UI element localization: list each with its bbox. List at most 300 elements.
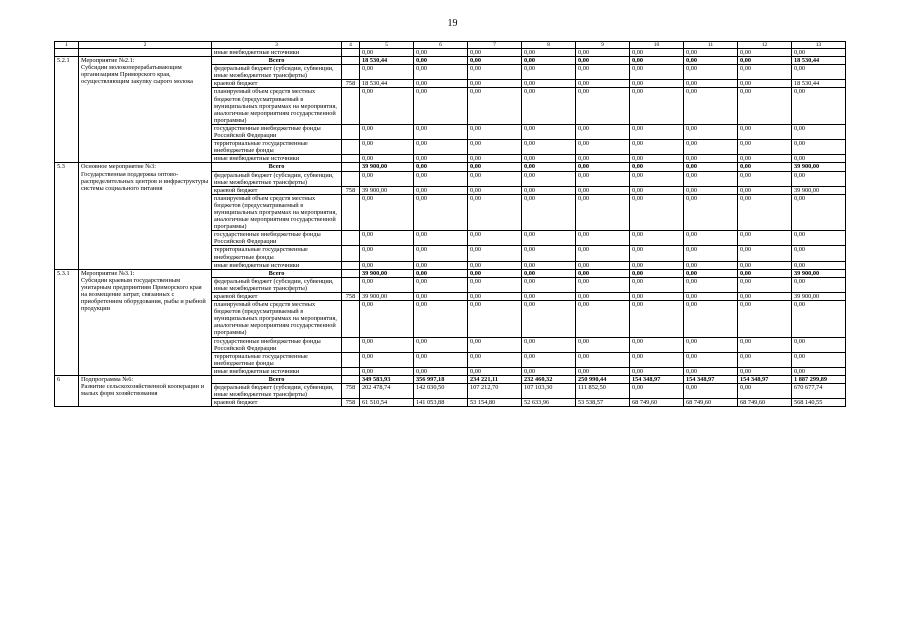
code-cell [342,352,360,367]
amount-cell: 0,00 [360,301,414,337]
amount-cell: 0,00 [792,367,846,375]
code-cell [342,337,360,352]
item-number: 5.3.1 [55,269,79,375]
amount-cell: 670 677,74 [792,384,846,399]
amount-cell: 0,00 [414,155,468,163]
amount-cell: 0,00 [468,301,522,337]
amount-cell: 0,00 [684,384,738,399]
item-title: Мероприятие №3.1: [81,269,135,277]
table-row [55,49,846,57]
amount-cell: 0,00 [522,171,576,186]
amount-cell: 0,00 [576,171,630,186]
column-number: 1 [55,42,79,49]
amount-cell: 53 538,57 [576,399,630,407]
item-description: Субсидии молокоперерабатывающим организациям Приморского края, осуществляющим закупку сырого молока [81,64,193,86]
amount-cell: 0,00 [468,65,522,80]
column-number: 13 [792,42,846,49]
code-cell [342,163,360,171]
amount-cell: 0,00 [738,194,792,230]
amount-cell: 0,00 [360,124,414,139]
code-cell: 758 [342,293,360,301]
amount-cell: 0,00 [414,261,468,269]
code-cell: 758 [342,399,360,407]
amount-cell: 0,00 [630,155,684,163]
amount-cell: 0,00 [630,194,684,230]
table-row [55,376,846,384]
amount-cell: 0,00 [684,352,738,367]
amount-cell: 0,00 [576,261,630,269]
item-title-cell [79,269,212,375]
code-cell [342,88,360,124]
amount-cell: 0,00 [468,186,522,194]
amount-cell: 0,00 [414,246,468,261]
amount-cell: 0,00 [792,155,846,163]
column-number: 2 [79,42,212,49]
amount-cell: 0,00 [522,277,576,292]
amount-cell: 0,00 [360,65,414,80]
amount-cell: 0,00 [738,80,792,88]
amount-cell: 568 140,55 [792,399,846,407]
column-number: 9 [576,42,630,49]
amount-cell: 0,00 [576,194,630,230]
amount-cell: 0,00 [684,367,738,375]
amount-cell: 0,00 [630,352,684,367]
amount-cell: 0,00 [522,124,576,139]
item-description: Субсидии краевым государственным унитарным предприятиям Приморского края на возмещение затрат, связанных с приобретением оборудования, рыбы и рыбной продукции [81,276,206,313]
amount-cell: 0,00 [576,80,630,88]
amount-cell: 0,00 [414,367,468,375]
amount-cell: 0,00 [468,293,522,301]
amount-cell: 39 900,00 [360,186,414,194]
funding-source: государственные внебюджетные фонды Российской Федерации [212,231,342,246]
funding-source: иные внебюджетные источники [212,155,342,163]
funding-source: Всего [212,376,342,384]
column-number: 5 [360,42,414,49]
amount-cell: 39 900,00 [360,293,414,301]
code-cell [342,269,360,277]
amount-cell: 0,00 [738,384,792,399]
amount-cell: 0,00 [468,140,522,155]
amount-cell: 0,00 [630,301,684,337]
item-description: Развитие сельскохозяйственной кооперации и малых форм хозяйствования [81,383,204,398]
amount-cell: 349 583,93 [360,376,414,384]
item-description: Государственная поддержка оптово-распределительных центров и инфраструктуры системы социального питания [81,170,209,192]
amount-cell: 0,00 [738,261,792,269]
amount-cell: 0,00 [630,124,684,139]
code-cell: 758 [342,186,360,194]
amount-cell: 0,00 [792,171,846,186]
amount-cell: 0,00 [576,231,630,246]
funding-source: краевой бюджет [212,186,342,194]
amount-cell: 0,00 [684,57,738,65]
amount-cell: 0,00 [684,261,738,269]
code-cell [342,65,360,80]
item-number-cell [55,49,79,57]
amount-cell: 0,00 [522,155,576,163]
code-cell [342,124,360,139]
amount-cell: 0,00 [630,186,684,194]
amount-cell: 0,00 [738,231,792,246]
amount-cell: 0,00 [792,277,846,292]
amount-cell: 0,00 [684,80,738,88]
funding-source: краевой бюджет [212,80,342,88]
amount-cell: 154 348,97 [684,376,738,384]
amount-cell: 0,00 [468,124,522,139]
amount-cell: 0,00 [738,186,792,194]
code-cell [342,261,360,269]
item-title-cell [79,57,212,163]
amount-cell: 0,00 [792,337,846,352]
funding-source: иные внебюджетные источники [212,261,342,269]
amount-cell: 0,00 [360,277,414,292]
amount-cell: 0,00 [360,231,414,246]
amount-cell: 18 530,44 [360,57,414,65]
funding-source: планируемый объем средств местных бюджетов (предусматриваемый в муниципальных программах на мероприятия, аналогичные мероприятиям государственной программы) [212,88,342,124]
amount-cell: 0,00 [522,293,576,301]
amount-cell: 0,00 [738,277,792,292]
funding-source: краевой бюджет [212,293,342,301]
amount-cell: 0,00 [468,337,522,352]
amount-cell: 0,00 [684,186,738,194]
amount-cell: 53 154,80 [468,399,522,407]
funding-source: федеральный бюджет (субсидии, субвенции, иные межбюджетные трансферты) [212,384,342,399]
funding-source: планируемый объем средств местных бюджетов (предусматриваемый в муниципальных программах на мероприятия, аналогичные мероприятиям государственной программы) [212,194,342,230]
amount-cell: 0,00 [738,352,792,367]
code-cell [342,376,360,384]
amount-cell: 0,00 [414,293,468,301]
amount-cell: 0,00 [792,65,846,80]
code-cell [342,301,360,337]
amount-cell: 0,00 [522,246,576,261]
item-number: 5.2.1 [55,57,79,163]
column-number: 8 [522,42,576,49]
amount-cell: 0,00 [630,277,684,292]
amount-cell: 0,00 [792,140,846,155]
amount-cell: 0,00 [630,231,684,246]
amount-cell: 0,00 [360,246,414,261]
amount-cell: 0,00 [414,269,468,277]
amount-cell: 0,00 [522,140,576,155]
amount-cell: 0,00 [630,65,684,80]
column-number: 10 [630,42,684,49]
amount-cell: 0,00 [360,88,414,124]
funding-source: планируемый объем средств местных бюджетов (предусматриваемый в муниципальных программах на мероприятия, аналогичные мероприятиям государственной программы) [212,301,342,337]
code-cell: 758 [342,384,360,399]
amount-cell: 111 852,50 [576,384,630,399]
amount-cell: 0,00 [792,261,846,269]
amount-cell: 0,00 [630,246,684,261]
amount-cell: 0,00 [522,57,576,65]
amount-cell: 0,00 [738,155,792,163]
amount-cell: 0,00 [792,246,846,261]
amount-cell: 0,00 [684,194,738,230]
amount-cell: 0,00 [684,171,738,186]
item-number: 6 [55,376,79,407]
amount-cell: 0,00 [684,124,738,139]
amount-cell: 18 530,44 [792,57,846,65]
amount-cell: 0,00 [684,155,738,163]
amount-cell: 0,00 [792,194,846,230]
code-cell [342,140,360,155]
amount-cell: 0,00 [468,194,522,230]
amount-cell: 0,00 [576,88,630,124]
amount-cell: 0,00 [738,337,792,352]
amount-cell: 0,00 [522,301,576,337]
amount-cell: 0,00 [468,163,522,171]
amount-cell: 0,00 [414,277,468,292]
amount-cell: 107 212,70 [468,384,522,399]
amount-cell: 0,00 [468,171,522,186]
funding-source: государственные внебюджетные фонды Российской Федерации [212,124,342,139]
amount-cell: 0,00 [630,88,684,124]
amount-cell: 141 053,88 [414,399,468,407]
amount-cell: 0,00 [576,57,630,65]
amount-cell: 0,00 [684,140,738,155]
amount-cell: 0,00 [360,155,414,163]
amount-cell: 232 460,32 [522,376,576,384]
amount-cell: 0,00 [468,57,522,65]
amount-cell: 0,00 [468,269,522,277]
item-title-cell [79,49,212,57]
amount-cell: 0,00 [522,269,576,277]
funding-source: государственные внебюджетные фонды Российской Федерации [212,337,342,352]
amount-cell: 0,00 [414,163,468,171]
amount-cell: 0,00 [414,57,468,65]
amount-cell: 0,00 [468,231,522,246]
funding-source: Всего [212,57,342,65]
item-title-cell [79,163,212,269]
amount-cell: 0,00 [630,367,684,375]
amount-cell: 68 749,60 [684,399,738,407]
amount-cell: 0,00 [792,301,846,337]
amount-cell: 0,00 [468,261,522,269]
amount-cell: 0,00 [414,49,468,57]
funding-source: краевой бюджет [212,399,342,407]
amount-cell: 0,00 [576,140,630,155]
amount-cell: 0,00 [630,261,684,269]
amount-cell: 0,00 [576,337,630,352]
amount-cell: 0,00 [522,352,576,367]
code-cell [342,277,360,292]
amount-cell: 0,00 [468,155,522,163]
amount-cell: 0,00 [522,88,576,124]
code-cell [342,231,360,246]
amount-cell: 0,00 [576,163,630,171]
amount-cell: 0,00 [522,186,576,194]
column-number: 6 [414,42,468,49]
amount-cell: 0,00 [576,124,630,139]
amount-cell: 0,00 [738,124,792,139]
amount-cell: 0,00 [414,231,468,246]
amount-cell: 0,00 [468,367,522,375]
funding-source: территориальные государственные внебюджетные фонды [212,352,342,367]
amount-cell: 0,00 [414,140,468,155]
funding-source: иные внебюджетные источники [212,49,342,57]
amount-cell: 0,00 [630,80,684,88]
amount-cell: 356 997,18 [414,376,468,384]
code-cell [342,57,360,65]
funding-source: Всего [212,163,342,171]
amount-cell: 68 749,60 [738,399,792,407]
column-number-row [55,42,846,49]
amount-cell: 1 887 299,89 [792,376,846,384]
amount-cell: 0,00 [792,124,846,139]
amount-cell: 0,00 [360,49,414,57]
funding-source: территориальные государственные внебюджетные фонды [212,140,342,155]
amount-cell: 0,00 [414,124,468,139]
column-number: 11 [684,42,738,49]
amount-cell: 0,00 [522,65,576,80]
amount-cell: 0,00 [738,163,792,171]
amount-cell: 0,00 [576,293,630,301]
amount-cell: 0,00 [576,246,630,261]
amount-cell: 107 103,30 [522,384,576,399]
code-cell [342,155,360,163]
amount-cell: 0,00 [576,186,630,194]
amount-cell: 0,00 [684,246,738,261]
amount-cell: 0,00 [630,384,684,399]
amount-cell: 0,00 [630,171,684,186]
amount-cell: 0,00 [468,88,522,124]
amount-cell: 0,00 [630,163,684,171]
amount-cell: 0,00 [684,337,738,352]
funding-source: Всего [212,269,342,277]
amount-cell: 202 478,74 [360,384,414,399]
amount-cell: 0,00 [738,88,792,124]
code-cell [342,49,360,57]
amount-cell: 0,00 [468,246,522,261]
amount-cell: 0,00 [576,367,630,375]
item-title: Подпрограмма №6: [81,376,134,384]
amount-cell: 0,00 [414,186,468,194]
item-title: Основное мероприятие №3: [81,163,157,171]
amount-cell: 0,00 [360,352,414,367]
amount-cell: 154 348,97 [738,376,792,384]
amount-cell: 0,00 [414,88,468,124]
amount-cell: 0,00 [684,277,738,292]
amount-cell: 39 900,00 [792,186,846,194]
column-number: 7 [468,42,522,49]
amount-cell: 0,00 [630,140,684,155]
amount-cell: 0,00 [792,352,846,367]
column-number: 4 [342,42,360,49]
funding-source: федеральный бюджет (субсидии, субвенции, иные межбюджетные трансферты) [212,171,342,186]
amount-cell: 0,00 [360,194,414,230]
amount-cell: 142 030,50 [414,384,468,399]
amount-cell: 0,00 [360,140,414,155]
column-number: 3 [212,42,342,49]
funding-source: территориальные государственные внебюджетные фонды [212,246,342,261]
amount-cell: 250 990,44 [576,376,630,384]
amount-cell: 0,00 [684,49,738,57]
amount-cell: 0,00 [576,49,630,57]
amount-cell: 18 530,44 [360,80,414,88]
amount-cell: 0,00 [684,269,738,277]
amount-cell: 0,00 [684,163,738,171]
amount-cell: 0,00 [576,155,630,163]
amount-cell: 0,00 [630,269,684,277]
item-number: 5.3 [55,163,79,269]
amount-cell: 0,00 [738,293,792,301]
amount-cell: 39 900,00 [360,269,414,277]
amount-cell: 0,00 [468,49,522,57]
amount-cell: 0,00 [738,57,792,65]
amount-cell: 0,00 [684,65,738,80]
amount-cell: 0,00 [738,65,792,80]
amount-cell: 61 510,54 [360,399,414,407]
amount-cell: 0,00 [522,367,576,375]
code-cell [342,367,360,375]
amount-cell: 0,00 [522,80,576,88]
amount-cell: 154 348,97 [630,376,684,384]
amount-cell: 0,00 [468,80,522,88]
amount-cell: 0,00 [576,269,630,277]
amount-cell: 0,00 [630,293,684,301]
amount-cell: 0,00 [738,171,792,186]
amount-cell: 68 749,60 [630,399,684,407]
amount-cell: 0,00 [468,352,522,367]
amount-cell: 0,00 [522,337,576,352]
amount-cell: 0,00 [792,88,846,124]
amount-cell: 52 633,96 [522,399,576,407]
amount-cell: 0,00 [576,65,630,80]
funding-source: федеральный бюджет (субсидии, субвенции, иные межбюджетные трансферты) [212,65,342,80]
amount-cell: 0,00 [414,301,468,337]
amount-cell: 39 900,00 [360,163,414,171]
amount-cell: 39 900,00 [792,163,846,171]
amount-cell: 0,00 [522,163,576,171]
amount-cell: 0,00 [468,277,522,292]
amount-cell: 0,00 [738,49,792,57]
amount-cell: 0,00 [576,277,630,292]
table-row [55,163,846,171]
amount-cell: 0,00 [414,171,468,186]
amount-cell: 0,00 [630,49,684,57]
code-cell: 758 [342,80,360,88]
table-row [55,269,846,277]
amount-cell: 0,00 [522,49,576,57]
amount-cell: 0,00 [522,231,576,246]
item-title-cell [79,376,212,407]
amount-cell: 0,00 [738,140,792,155]
budget-table [54,41,846,407]
amount-cell: 39 900,00 [792,293,846,301]
funding-source: иные внебюджетные источники [212,367,342,375]
amount-cell: 0,00 [738,367,792,375]
amount-cell: 0,00 [738,246,792,261]
table-row [55,57,846,65]
amount-cell: 0,00 [684,88,738,124]
amount-cell: 18 530,44 [792,80,846,88]
amount-cell: 0,00 [360,367,414,375]
amount-cell: 234 221,11 [468,376,522,384]
amount-cell: 0,00 [522,261,576,269]
column-number: 12 [738,42,792,49]
amount-cell: 0,00 [738,269,792,277]
amount-cell: 39 900,00 [792,269,846,277]
amount-cell: 0,00 [630,337,684,352]
amount-cell: 0,00 [414,352,468,367]
amount-cell: 0,00 [414,194,468,230]
amount-cell: 0,00 [414,337,468,352]
amount-cell: 0,00 [684,231,738,246]
code-cell [342,246,360,261]
amount-cell: 0,00 [360,261,414,269]
amount-cell: 0,00 [630,57,684,65]
item-title: Мероприятие №2.1: [81,57,135,65]
amount-cell: 0,00 [684,293,738,301]
funding-source: федеральный бюджет (субсидии, субвенции, иные межбюджетные трансферты) [212,277,342,292]
